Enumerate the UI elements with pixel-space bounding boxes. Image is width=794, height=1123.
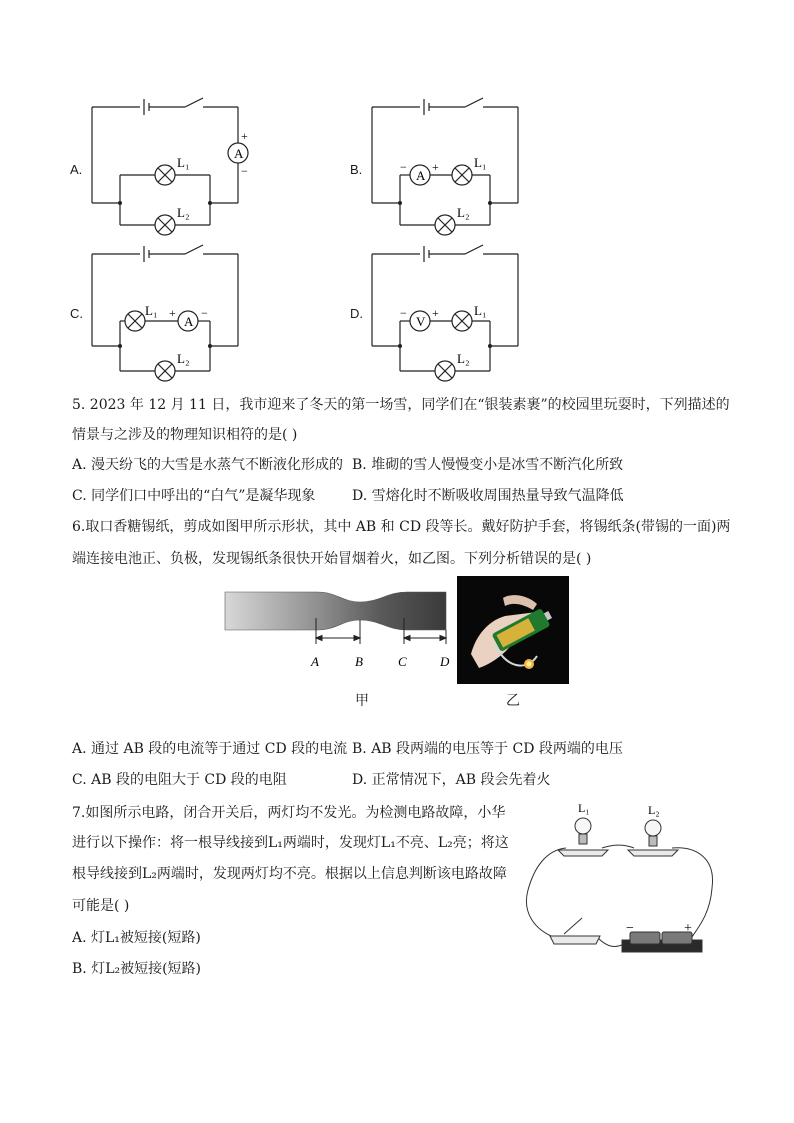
circuit-diagram-c <box>85 240 255 390</box>
q7-stem-line4: 可能是( ) <box>72 898 130 914</box>
lamp-l2-label: L₂ <box>457 351 470 366</box>
lamp-l2-label: L₂ <box>177 351 190 366</box>
battery-plus-label: + <box>684 921 692 936</box>
minus-sign: − <box>400 306 407 320</box>
q5-option-b: B. 堆砌的雪人慢慢变小是冰雪不断汽化所致 <box>352 457 624 473</box>
q6-stem-line1: 6.取口香糖锡纸，剪成如图甲所示形状，其中 AB 和 CD 段等长。戴好防护手套，将锡纸条(带锡的一面)两 <box>72 519 731 535</box>
lamp-l2-label: L₂ <box>177 205 190 220</box>
point-d-label: D <box>440 654 450 669</box>
q6-option-a: A. 通过 AB 段的电流等于通过 CD 段的电流 <box>72 741 348 757</box>
lamp-l1-label: L₁ <box>474 303 487 318</box>
tin-foil-strip-figure <box>222 588 454 678</box>
plus-sign: + <box>432 160 439 174</box>
q5-stem-line2: 情景与之涉及的物理知识相符的是( ) <box>72 427 298 443</box>
point-c-label: C <box>398 654 407 669</box>
figure-caption-yi: 乙 <box>506 693 520 709</box>
circuit-d-label: D. <box>350 306 363 321</box>
circuit-a-label: A. <box>70 162 83 177</box>
minus-sign: − <box>201 306 208 320</box>
circuit-diagram-b <box>365 95 535 245</box>
plus-sign: + <box>169 306 176 320</box>
figure-caption-jia: 甲 <box>355 693 369 709</box>
ammeter-symbol: A <box>234 146 244 161</box>
q6-option-b: B. AB 段两端的电压等于 CD 段两端的电压 <box>352 741 623 757</box>
q6-option-c: C. AB 段的电阻大于 CD 段的电阻 <box>72 772 287 788</box>
circuit-diagram-a <box>85 95 255 245</box>
q7-option-b: B. 灯L₂被短接(短路) <box>72 961 202 977</box>
plus-sign: + <box>241 129 248 143</box>
q7-circuit-figure <box>516 798 720 958</box>
q5-stem-line1: 5. 2023 年 12 月 11 日，我市迎来了冬天的第一场雪，同学们在“银装素裹”的校园里玩耍时，下列描述的 <box>72 397 730 413</box>
q5-option-a: A. 漫天纷飞的大雪是水蒸气不断液化形成的 <box>72 457 344 473</box>
circuit-diagram-d <box>365 240 535 390</box>
q7-l2-label: L₂ <box>648 803 660 817</box>
battery-minus-label: − <box>626 921 634 936</box>
q7-l1-label: L₁ <box>578 801 590 815</box>
point-b-label: B <box>355 654 363 669</box>
voltmeter-symbol: V <box>416 314 426 329</box>
point-a-label: A <box>311 654 319 669</box>
ammeter-symbol: A <box>416 168 426 183</box>
circuit-b-label: B. <box>350 162 363 177</box>
q7-stem-line2: 进行以下操作：将一根导线接到L₁两端时，发现灯L₁不亮、L₂亮；将这 <box>72 835 509 851</box>
lamp-l1-label: L₁ <box>474 155 487 170</box>
q6-stem-line2: 端连接电池正、负极，发现锡纸条很快开始冒烟着火，如乙图。下列分析错误的是( ) <box>72 551 592 567</box>
plus-sign: + <box>432 306 439 320</box>
lamp-l2-label: L₂ <box>457 205 470 220</box>
lamp-l1-label: L₁ <box>145 303 158 318</box>
q5-option-d: D. 雪熔化时不断吸收周围热量导致气温降低 <box>352 488 624 504</box>
q7-stem-line3: 根导线接到L₂两端时，发现两灯均不亮。根据以上信息判断该电路故障 <box>72 866 507 882</box>
lamp-l1-label: L₁ <box>177 155 190 170</box>
q5-option-c: C. 同学们口中呼出的“白气”是凝华现象 <box>72 488 316 504</box>
minus-sign: − <box>241 164 248 178</box>
q7-stem-line1: 7.如图所示电路，闭合开关后，两灯均不发光。为检测电路故障，小华 <box>72 805 506 821</box>
q7-option-a: A. 灯L₁被短接(短路) <box>72 930 201 946</box>
circuit-c-label: C. <box>70 306 83 321</box>
battery-foil-photo <box>457 576 569 684</box>
ammeter-symbol: A <box>184 314 194 329</box>
q6-option-d: D. 正常情况下，AB 段会先着火 <box>352 772 551 788</box>
minus-sign: − <box>400 160 407 174</box>
